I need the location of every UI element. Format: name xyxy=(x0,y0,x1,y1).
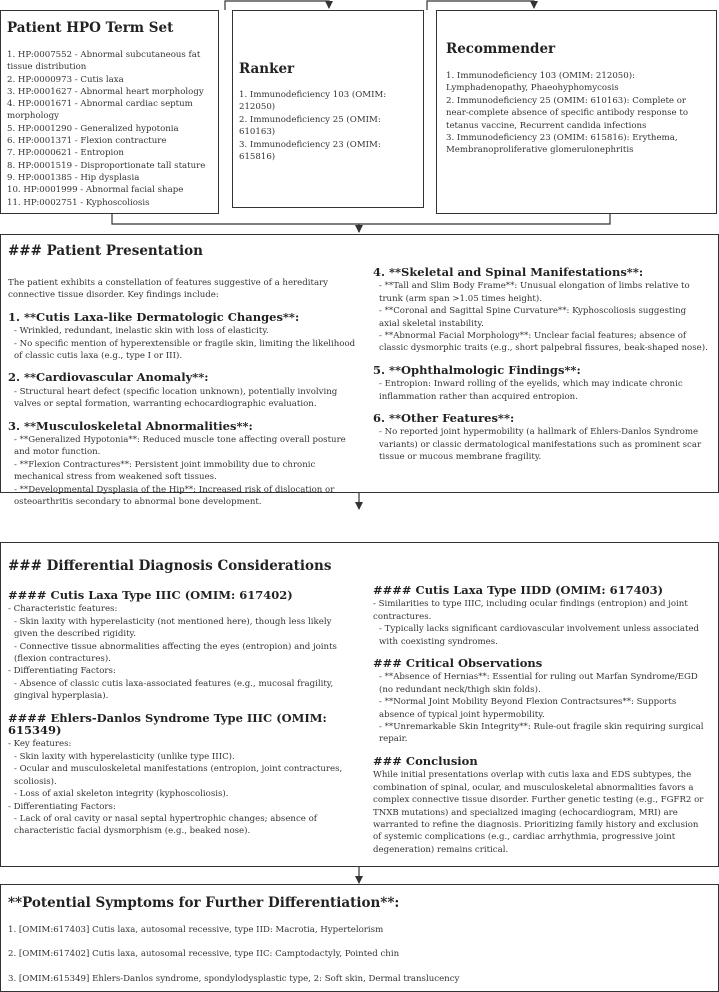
diagnosis-heading: #### Ehlers-Danlos Syndrome Type IIIC (OMIM: 615349) xyxy=(8,710,327,738)
diagnosis-line: - Typically lacks significant cardiovascular involvement unless associated with coexisting syndromes. xyxy=(379,624,700,647)
diagnosis-line: - Characteristic features: xyxy=(8,604,118,615)
conclusion-text: While initial presentations overlap with cutis laxa and EDS subtypes, the combination of spinal, ocular, and musculoskeletal abnormalities favors a complex connective tissue disorder. Further genetic testing (e.g., FGFR2 or TNXB mutations) and specialized imaging (echocardiogram, MRI) are warranted to refine the diagnosis. Prioritizing family history and exclusion of systemic complications (e.g., cardiac arrhythmia, progressive joint degeneration) remains critical. xyxy=(373,770,704,855)
potential-title: **Potential Symptoms for Further Differentiation**: xyxy=(8,895,400,911)
ranker-item: 2. Immunodeficiency 25 (OMIM: 610163) xyxy=(239,114,381,138)
diagnosis-line: - Connective tissue abnormalities affecting the eyes (entropion) and joints (flexion contractures). xyxy=(14,641,337,665)
potential-symptoms-box xyxy=(0,884,719,992)
hpo-term: 8. HP:0001519 - Disproportionate tall stature xyxy=(7,160,206,171)
ranker-item: 1. Immunodeficiency 103 (OMIM: 212050) xyxy=(239,90,387,113)
hpo-term: 5. HP:0001290 - Generalized hypotonia xyxy=(7,123,179,134)
diagnosis-line: - Skin laxity with hyperelasticity (not mentioned here), though less likely given the described rigidity. xyxy=(14,616,332,640)
hpo-term: 9. HP:0001385 - Hip dysplasia xyxy=(7,172,140,183)
potential-list xyxy=(8,924,708,985)
recommender-item: 1. Immunodeficiency 103 (OMIM: 212050): Lymphadenopathy, Phaeohyphomycosis xyxy=(446,71,635,94)
conclusion-heading: ### Conclusion xyxy=(373,753,478,768)
differential-right-column xyxy=(373,578,709,856)
differential-title: ### Differential Diagnosis Considerations xyxy=(8,558,332,574)
ranker-list xyxy=(239,89,417,163)
hpo-term: 6. HP:0001371 - Flexion contracture xyxy=(7,136,167,147)
differential-diagnosis-box xyxy=(0,542,719,867)
diagnosis-line: - Absence of classic cutis laxa-associated features (e.g., mucosal fragility, gingival hyperplasia). xyxy=(14,678,334,702)
diagnosis-line: - Ocular and musculoskeletal manifestations (entropion, joint contractures, scoliosis). xyxy=(14,764,343,787)
arrow-hpo-to-ranker xyxy=(225,1,329,10)
section-line: - No reported joint hypermobility (a hallmark of Ehlers-Danlos Syndrome variants) or classic dermatological manifestations such as prominent scar tissue or mucous membrane fragility. xyxy=(379,427,702,463)
hpo-term: 7. HP:0000621 - Entropion xyxy=(7,148,124,159)
potential-item: 3. [OMIM:615349] Ehlers-Danlos syndrome, spondylodysplastic type, 2: Soft skin, Dermal translucency xyxy=(8,973,460,984)
section-line: - **Developmental Dysplasia of the Hip**: Increased risk of dislocation or osteoarthritis secondary to abnormal bone development. xyxy=(14,484,335,508)
ranker-title: Ranker xyxy=(239,61,295,77)
potential-item: 2. [OMIM:617402] Cutis laxa, autosomal recessive, type IIC: Camptodactyly, Pointed chin xyxy=(8,949,400,960)
recommender-title: Recommender xyxy=(446,41,556,57)
potential-item: 1. [OMIM:617403] Cutis laxa, autosomal recessive, type IID: Macrotia, Hypertelorism xyxy=(8,925,384,935)
hpo-term: 1. HP:0007552 - Abnormal subcutaneous fat tissue distribution xyxy=(7,50,201,73)
arrow-top-to-presentation xyxy=(112,214,610,232)
section-heading: 6. **Other Features**: xyxy=(373,411,515,426)
hpo-title: Patient HPO Term Set xyxy=(7,20,174,36)
section-line: - Structural heart defect (specific location unknown), potentially involving valves or septal formation, warranting echocardiographic evaluation. xyxy=(14,386,338,410)
section-line: - Entropion: Inward rolling of the eyelids, which may indicate chronic inflammation rather than acquired entropion. xyxy=(379,379,683,402)
section-heading: 5. **Ophthalmologic Findings**: xyxy=(373,362,581,377)
hpo-term: 2. HP:0000973 - Cutis laxa xyxy=(7,74,124,85)
hpo-term-list xyxy=(7,49,212,209)
section-line: - **Generalized Hypotonia**: Reduced muscle tone affecting overall posture and motor function. xyxy=(14,435,346,458)
presentation-left-column xyxy=(8,277,356,509)
section-heading: 3. **Musculoskeletal Abnormalities**: xyxy=(8,418,253,433)
hpo-term-box xyxy=(0,10,219,214)
diagnosis-line: - Differentiating Factors: xyxy=(8,801,116,812)
recommender-box xyxy=(436,10,717,214)
diagnosis-line: - Loss of axial skeleton integrity (kyphoscoliosis). xyxy=(14,789,229,800)
section-line: - No specific mention of hyperextensible or fragile skin, limiting the likelihood of classic cutis laxa (e.g., type I or III). xyxy=(14,338,356,362)
differential-left-column xyxy=(8,585,356,838)
patient-presentation-box xyxy=(0,234,719,508)
presentation-right-column xyxy=(373,260,709,464)
section-heading: 1. **Cutis Laxa-like Dermatologic Changes**: xyxy=(8,309,300,324)
section-line: - **Abnormal Facial Morphology**: Unclear facial features; absence of classic dysmorphic traits (e.g., short palpebral fissures, beak-shaped nose). xyxy=(379,331,708,354)
hpo-term: 10. HP:0001999 - Abnormal facial shape xyxy=(7,185,184,196)
diagnosis-line: - Lack of oral cavity or nasal septal hypertrophic changes; absence of characteristic facial dysmorphism (e.g., beaked nose). xyxy=(14,813,317,837)
observation-line: - **Normal Joint Mobility Beyond Flexion Contractsures**: Supports absence of typical joint hypermobility. xyxy=(379,697,677,720)
diagnosis-line: - Similarities to type IIIC, including ocular findings (entropion) and joint contractures. xyxy=(373,599,688,622)
section-heading: 2. **Cardiovascular Anomaly**: xyxy=(8,370,209,385)
section-line: - **Coronal and Sagittal Spine Curvature**: Kyphoscoliosis suggesting axial skeletal instability. xyxy=(379,306,687,329)
section-line: - **Flexion Contractures**: Persistent joint immobility due to chronic mechanical stress from weakened soft tissues. xyxy=(14,459,316,483)
ranker-item: 3. Immunodeficiency 23 (OMIM: 615816) xyxy=(239,139,381,163)
hpo-term: 11. HP:0002751 - Kyphoscoliosis xyxy=(7,197,150,208)
section-heading: 4. **Skeletal and Spinal Manifestations**: xyxy=(373,265,644,279)
recommender-item: 2. Immunodeficiency 25 (OMIM: 610163): Complete or near-complete absence of specific antibody response to tetanus vaccine, Recurrent candida infections xyxy=(446,95,688,131)
observations-heading: ### Critical Observations xyxy=(373,656,543,671)
presentation-intro: The patient exhibits a constellation of features suggestive of a hereditary connective tissue disorder. Key findings include: xyxy=(8,278,329,301)
hpo-term: 4. HP:0001671 - Abnormal cardiac septum morphology xyxy=(7,99,193,122)
section-line: - **Tall and Slim Body Frame**: Unusual elongation of limbs relative to trunk (arm span >1.05 times height). xyxy=(379,281,690,304)
hpo-term: 3. HP:0001627 - Abnormal heart morphology xyxy=(7,86,204,97)
diagnosis-heading: #### Cutis Laxa Type IIDD (OMIM: 617403) xyxy=(373,583,664,597)
arrow-ranker-to-recommender xyxy=(427,1,534,10)
diagnosis-line: - Skin laxity with hyperelasticity (unlike type IIIC). xyxy=(14,751,235,762)
diagnosis-line: - Differentiating Factors: xyxy=(8,666,116,677)
presentation-title: ### Patient Presentation xyxy=(8,243,203,259)
ranker-box xyxy=(232,10,424,208)
diagnosis-line: - Key features: xyxy=(8,739,72,750)
diagnosis-heading: #### Cutis Laxa Type IIIC (OMIM: 617402) xyxy=(8,588,293,602)
recommender-item: 3. Immunodeficiency 23 (OMIM: 615816): Erythema, Membranoproliferative glomerulonephritis xyxy=(446,133,678,156)
observation-line: - **Absence of Hernias**: Essential for ruling out Marfan Syndrome/EGD (no redundant neck/thigh skin folds). xyxy=(379,672,698,695)
section-line: - Wrinkled, redundant, inelastic skin with loss of elasticity. xyxy=(14,326,269,337)
recommender-list xyxy=(446,70,707,157)
observation-line: - **Unremarkable Skin Integrity**: Rule-out fragile skin requiring surgical repair. xyxy=(379,722,704,745)
